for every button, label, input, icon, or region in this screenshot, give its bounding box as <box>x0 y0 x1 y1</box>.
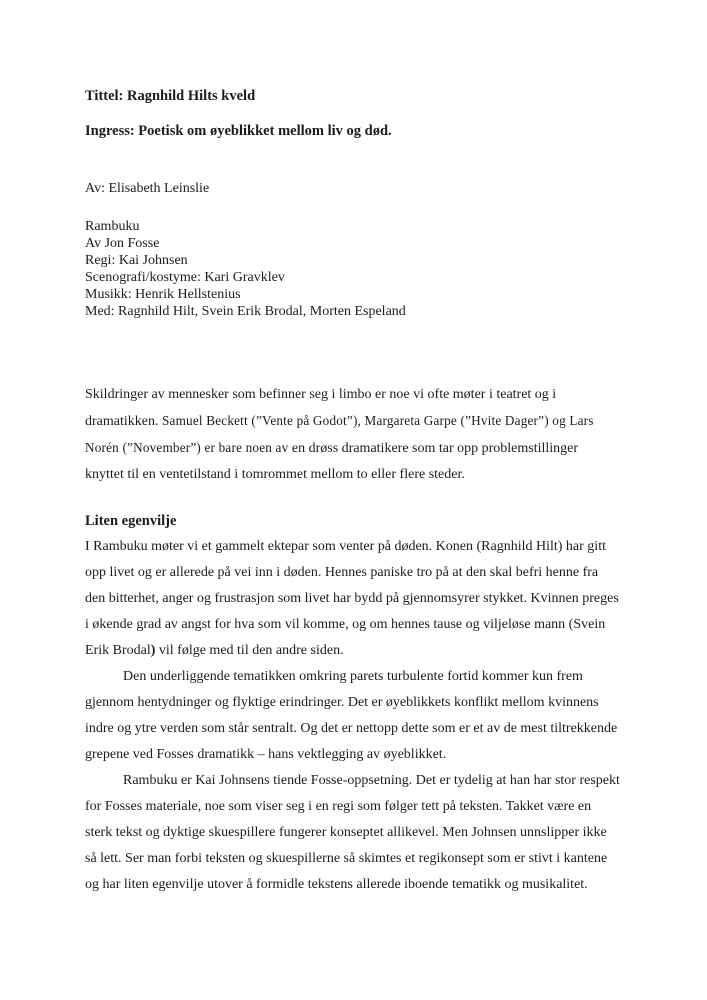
paragraph-direction <box>85 768 620 898</box>
credit-line-director: Regi: Kai Johnsen <box>85 253 188 268</box>
paragraph-plot <box>85 534 620 664</box>
text-segment: Samuel Beckett (”Vente på Godot”), Margareta Garpe (”Hvite Dager”) og Lars Norén (”November”) er bare noen av <box>85 413 594 455</box>
doc-byline: Av: Elisabeth Leinslie <box>85 181 210 196</box>
credit-line-music: Musikk: Henrik Hellstenius <box>85 287 241 302</box>
paragraph-intro <box>85 382 620 488</box>
credit-line-scenography: Scenografi/kostyme: Kari Gravklev <box>85 270 285 285</box>
text-segment: Skildringer av mennesker som befinner seg i limbo er noe vi ofte møter i teatret og i dramatikken. <box>85 387 557 429</box>
paragraph-theme <box>85 664 620 768</box>
doc-ingress: Ingress: Poetisk om øyeblikket mellom liv og død. <box>85 123 392 139</box>
text-segment: I Rambuku møter vi et gammelt ektepar som venter på døden. Konen (Ragnhild Hilt) har gitt opp livet og er allerede på vei inn i døden. Hennes paniske tro på at den skal befri henne fra den bitterhet, anger og frustrasjon som livet har bydd på gjennomsyrer stykket. Kvinnen preges i økende grad av angst for hva som vil komme, og om hennes tause og viljeløse mann (Svein Erik Brodal <box>85 539 619 658</box>
text-segment: en drøss dramatikere som tar opp problemstillinger knyttet til en ventetilstand i tomrommet mellom to eller flere steder. <box>85 441 579 482</box>
doc-title: Tittel: Ragnhild Hilts kveld <box>85 88 256 104</box>
section-heading: Liten egenvilje <box>85 513 177 529</box>
text-segment: ) <box>150 643 156 658</box>
credits-block <box>85 218 620 320</box>
text-segment: Den underliggende tematikken omkring parets turbulente fortid kommer kun frem gjennom hentydninger og flyktige erindringer. Det er øyeblikkets konflikt mellom kvinnens indre og ytre verden som står sentralt. Og det er nettopp dette som er et av de mest tiltrekkende grepene ved Fosses dramatikk – hans vektlegging av øyeblikket. <box>85 669 618 762</box>
credit-line-play-title: Rambuku <box>85 219 140 234</box>
credit-line-author: Av Jon Fosse <box>85 236 160 251</box>
credit-line-cast: Med: Ragnhild Hilt, Svein Erik Brodal, Morten Espeland <box>85 304 406 319</box>
text-segment: Rambuku er Kai Johnsens tiende Fosse-oppsetning. Det er tydelig at han har stor respekt for Fosses materiale, noe som viser seg i en regi som følger tett på teksten. Takket være en sterk tekst og dyktige skuespillere fungerer konseptet allikevel. Men Johnsen unnslipper ikke så lett. Ser man forbi teksten og skuespillerne så skimtes et regikonsept som er stivt i kantene og har liten egenvilje utover å formidle tekstens allerede iboende tematikk og musikalitet. <box>85 773 620 892</box>
text-segment: vil følge med til den andre siden. <box>155 643 344 658</box>
